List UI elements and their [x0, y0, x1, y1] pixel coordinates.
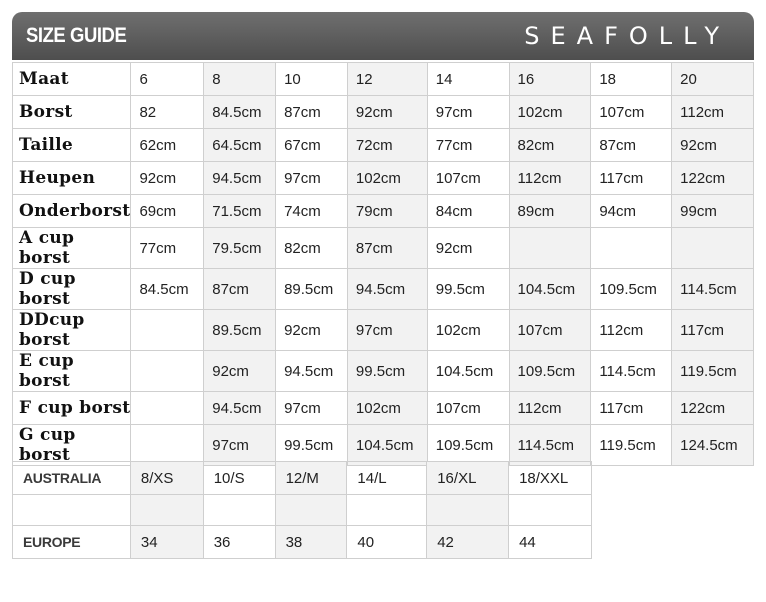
table-cell: 71.5cm: [204, 195, 276, 228]
table-cell: 62cm: [131, 129, 204, 162]
table-cell: 94.5cm: [347, 269, 427, 310]
table-cell: 122cm: [672, 162, 754, 195]
table-cell: 89.5cm: [204, 310, 276, 351]
table-cell: 114.5cm: [672, 269, 754, 310]
table-cell: 94.5cm: [204, 162, 276, 195]
table-cell: 99cm: [672, 195, 754, 228]
table-cell: 104.5cm: [509, 269, 591, 310]
table-cell: [509, 228, 591, 269]
table-cell: 99.5cm: [427, 269, 509, 310]
table-row: [13, 96, 754, 129]
table-cell: 36: [203, 526, 275, 559]
table-cell: 99.5cm: [276, 425, 348, 466]
table-cell: 84.5cm: [204, 96, 276, 129]
table-cell: 97cm: [427, 96, 509, 129]
row-label: Heupen: [13, 162, 131, 195]
table-cell: [131, 425, 204, 466]
table-cell: 89.5cm: [276, 269, 348, 310]
table-cell: 102cm: [427, 310, 509, 351]
row-label: A cup borst: [13, 228, 131, 269]
size-table: [12, 62, 754, 466]
table-cell: 104.5cm: [427, 351, 509, 392]
table-cell: 97cm: [204, 425, 276, 466]
table-cell: 112cm: [591, 310, 672, 351]
table-row: [13, 351, 754, 392]
table-cell: 10/S: [203, 462, 275, 495]
table-cell: 122cm: [672, 392, 754, 425]
table-cell: 44: [509, 526, 592, 559]
row-label: DDcup borst: [13, 310, 131, 351]
table-cell: 107cm: [591, 96, 672, 129]
row-label: Maat: [13, 63, 131, 96]
table-cell: 69cm: [131, 195, 204, 228]
row-label: AUSTRALIA: [13, 462, 131, 495]
table-cell: 87cm: [347, 228, 427, 269]
table-row: [13, 162, 754, 195]
table-cell: 117cm: [591, 162, 672, 195]
table-row: [13, 462, 592, 495]
table-cell: [591, 228, 672, 269]
table-cell: 97cm: [276, 162, 348, 195]
table-cell: 124.5cm: [672, 425, 754, 466]
table-cell: 97cm: [276, 392, 348, 425]
table-cell: 117cm: [591, 392, 672, 425]
table-cell: 114.5cm: [509, 425, 591, 466]
table-cell: 40: [347, 526, 427, 559]
table-cell: 67cm: [276, 129, 348, 162]
table-cell: 84.5cm: [131, 269, 204, 310]
table-row: [13, 425, 754, 466]
table-cell: [509, 495, 592, 526]
table-cell: [131, 392, 204, 425]
table-row: [13, 129, 754, 162]
table-cell: 87cm: [591, 129, 672, 162]
row-label: G cup borst: [13, 425, 131, 466]
table-cell: 72cm: [347, 129, 427, 162]
table-cell: 109.5cm: [591, 269, 672, 310]
table-cell: [275, 495, 347, 526]
table-row: [13, 392, 754, 425]
table-cell: 20: [672, 63, 754, 96]
table-cell: 79cm: [347, 195, 427, 228]
row-label: Onderborst: [13, 195, 131, 228]
table-cell: 92cm: [131, 162, 204, 195]
table-cell: 102cm: [347, 392, 427, 425]
table-cell: 94cm: [591, 195, 672, 228]
table-cell: 107cm: [427, 392, 509, 425]
table-cell: 77cm: [427, 129, 509, 162]
table-cell: 16: [509, 63, 591, 96]
table-cell: 87cm: [204, 269, 276, 310]
table-cell: 82cm: [276, 228, 348, 269]
table-row: [13, 495, 592, 526]
table-cell: [131, 310, 204, 351]
table-cell: 112cm: [672, 96, 754, 129]
table-cell: 99.5cm: [347, 351, 427, 392]
table-cell: 92cm: [672, 129, 754, 162]
brand-logo-text: SEAFOLLY: [524, 22, 730, 50]
table-cell: 16/XL: [427, 462, 509, 495]
row-label: Borst: [13, 96, 131, 129]
table-cell: 92cm: [204, 351, 276, 392]
table-cell: 79.5cm: [204, 228, 276, 269]
table-cell: 82cm: [509, 129, 591, 162]
row-label: Taille: [13, 129, 131, 162]
table-cell: 8/XS: [130, 462, 203, 495]
table-cell: [130, 495, 203, 526]
table-cell: 12/M: [275, 462, 347, 495]
table-cell: 14/L: [347, 462, 427, 495]
table-cell: 34: [130, 526, 203, 559]
table-cell: 92cm: [347, 96, 427, 129]
table-row: [13, 526, 592, 559]
table-cell: 92cm: [427, 228, 509, 269]
table-cell: [131, 351, 204, 392]
table-row: [13, 310, 754, 351]
table-cell: 119.5cm: [672, 351, 754, 392]
table-cell: 74cm: [276, 195, 348, 228]
row-label: [13, 495, 131, 526]
table-cell: 94.5cm: [204, 392, 276, 425]
size-conversion-table: [12, 461, 592, 559]
table-cell: 10: [276, 63, 348, 96]
table-cell: 84cm: [427, 195, 509, 228]
table-cell: 114.5cm: [591, 351, 672, 392]
table-cell: 94.5cm: [276, 351, 348, 392]
table-cell: 102cm: [509, 96, 591, 129]
table-cell: 109.5cm: [509, 351, 591, 392]
table-cell: [427, 495, 509, 526]
table-cell: 82: [131, 96, 204, 129]
table-cell: 97cm: [347, 310, 427, 351]
row-label: E cup borst: [13, 351, 131, 392]
table-cell: [672, 228, 754, 269]
table-cell: 8: [204, 63, 276, 96]
table-cell: 117cm: [672, 310, 754, 351]
table-cell: 107cm: [427, 162, 509, 195]
size-guide-header: [12, 12, 754, 60]
table-cell: 14: [427, 63, 509, 96]
table-cell: 89cm: [509, 195, 591, 228]
table-row: [13, 269, 754, 310]
row-label: D cup borst: [13, 269, 131, 310]
table-cell: 42: [427, 526, 509, 559]
table-cell: 12: [347, 63, 427, 96]
table-cell: 77cm: [131, 228, 204, 269]
table-cell: 64.5cm: [204, 129, 276, 162]
table-cell: 109.5cm: [427, 425, 509, 466]
table-cell: 6: [131, 63, 204, 96]
table-cell: 104.5cm: [347, 425, 427, 466]
table-row: [13, 195, 754, 228]
table-cell: [347, 495, 427, 526]
header-title: SIZE GUIDE: [26, 24, 127, 47]
table-cell: 119.5cm: [591, 425, 672, 466]
row-label: EUROPE: [13, 526, 131, 559]
table-cell: 92cm: [276, 310, 348, 351]
table-cell: [203, 495, 275, 526]
row-label: F cup borst: [13, 392, 131, 425]
table-row: [13, 228, 754, 269]
table-cell: 87cm: [276, 96, 348, 129]
table-cell: 102cm: [347, 162, 427, 195]
table-cell: 112cm: [509, 162, 591, 195]
table-cell: 18: [591, 63, 672, 96]
table-cell: 38: [275, 526, 347, 559]
table-cell: 18/XXL: [509, 462, 592, 495]
table-cell: 107cm: [509, 310, 591, 351]
table-row: [13, 63, 754, 96]
table-cell: 112cm: [509, 392, 591, 425]
